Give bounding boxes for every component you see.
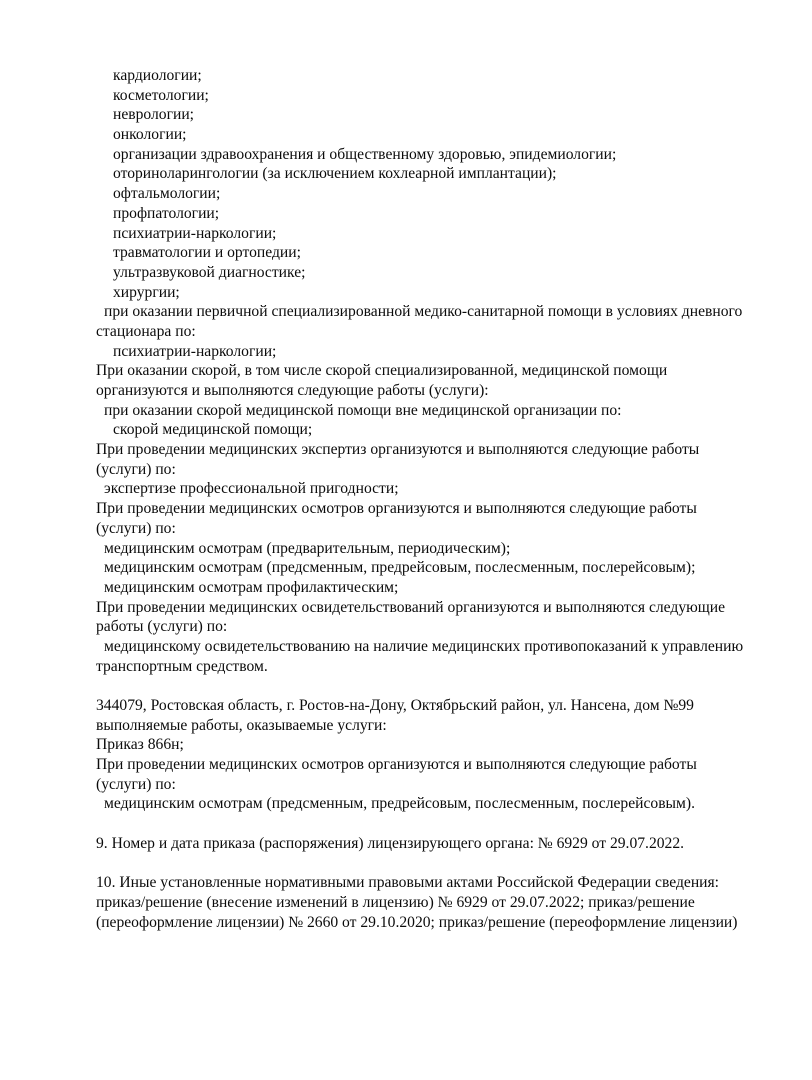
paragraph-line: (услуги) по:	[96, 460, 176, 478]
address-line: 344079, Ростовская область, г. Ростов-на-Дону, Октябрьский район, ул. Нансена, дом №99	[96, 697, 694, 714]
paragraph-line: При проведении медицинских осмотров организуются и выполняются следующие работы	[96, 756, 697, 774]
specialty-line: хирургии;	[113, 283, 180, 301]
license-document-text	[96, 66, 776, 932]
condition-line: экспертизе профессиональной пригодности;	[104, 480, 399, 498]
specialty-line: скорой медицинской помощи;	[113, 421, 313, 439]
blank-line	[96, 854, 776, 874]
specialty-line: косметологии;	[113, 86, 209, 104]
specialty-line: организации здравоохранения и общественному здоровью, эпидемиологии;	[113, 145, 617, 163]
specialty-line: ультразвуковой диагностике;	[113, 263, 306, 281]
specialty-line: неврологии;	[113, 106, 195, 124]
condition-line: медицинским осмотрам (предсменным, предрейсовым, послесменным, послерейсовым).	[104, 795, 695, 813]
paragraph-line: 9. Номер и дата приказа (распоряжения) лицензирующего органа: № 6929 от 29.07.2022.	[96, 834, 685, 852]
condition-line: при оказании скорой медицинской помощи вне медицинской организации по:	[104, 401, 622, 419]
specialty-line: профпатологии;	[113, 204, 220, 222]
specialty-line: травматологии и ортопедии;	[113, 244, 301, 262]
condition-line: медицинским осмотрам (предсменным, предрейсовым, послесменным, послерейсовым);	[104, 559, 696, 577]
condition-line: стационара по:	[96, 322, 196, 340]
condition-line: медицинским осмотрам (предварительным, периодическим);	[104, 539, 511, 557]
paragraph-line: (услуги) по:	[96, 519, 176, 537]
blank-line	[96, 814, 776, 834]
paragraph-line: При проведении медицинских экспертиз организуются и выполняются следующие работы	[96, 441, 700, 459]
condition-line: при оказании первичной специализированной медико-санитарной помощи в условиях дневного	[104, 303, 743, 321]
paragraph-line: При проведении медицинских осмотров организуются и выполняются следующие работы	[96, 500, 697, 518]
specialty-line: онкологии;	[113, 126, 187, 144]
specialty-line: кардиологии;	[113, 67, 202, 84]
specialty-line: психиатрии-наркологии;	[113, 342, 277, 360]
section-branch-address	[96, 696, 776, 814]
specialty-line: психиатрии-наркологии;	[113, 224, 277, 242]
paragraph-line: 10. Иные установленные нормативными правовыми актами Российской Федерации сведения:	[96, 874, 720, 892]
paragraph-line: транспортным средством.	[96, 657, 268, 675]
specialty-line: офтальмологии;	[113, 185, 221, 203]
paragraph-line: (услуги) по:	[96, 775, 176, 793]
paragraph-line: работы (услуги) по:	[96, 618, 228, 636]
paragraph-line: организуются и выполняются следующие работы (услуги):	[96, 382, 489, 399]
paragraph-line: Приказ 866н;	[96, 736, 184, 754]
section-item-9-order-number	[96, 834, 776, 854]
paragraph-line: приказ/решение (внесение изменений в лицензию) № 6929 от 29.07.2022; приказ/решение	[96, 893, 695, 911]
specialty-line: оториноларингологии (за исключением кохлеарной имплантации);	[113, 165, 557, 183]
paragraph-line: выполняемые работы, оказываемые услуги:	[96, 716, 387, 734]
section-item-10-other-info	[96, 873, 776, 932]
condition-line: медицинским осмотрам профилактическим;	[104, 578, 399, 596]
paragraph-line: При проведении медицинских освидетельствований организуются и выполняются следующие	[96, 598, 726, 616]
paragraph-line: При оказании скорой, в том числе скорой специализированной, медицинской помощи	[96, 362, 668, 380]
condition-line: медицинскому освидетельствованию на наличие медицинских противопоказаний к управлению	[104, 637, 744, 655]
section-works-services-list	[96, 66, 776, 676]
blank-line	[96, 676, 776, 696]
paragraph-line: (переоформление лицензии) № 2660 от 29.10.2020; приказ/решение (переоформление лицензии)	[96, 913, 738, 931]
